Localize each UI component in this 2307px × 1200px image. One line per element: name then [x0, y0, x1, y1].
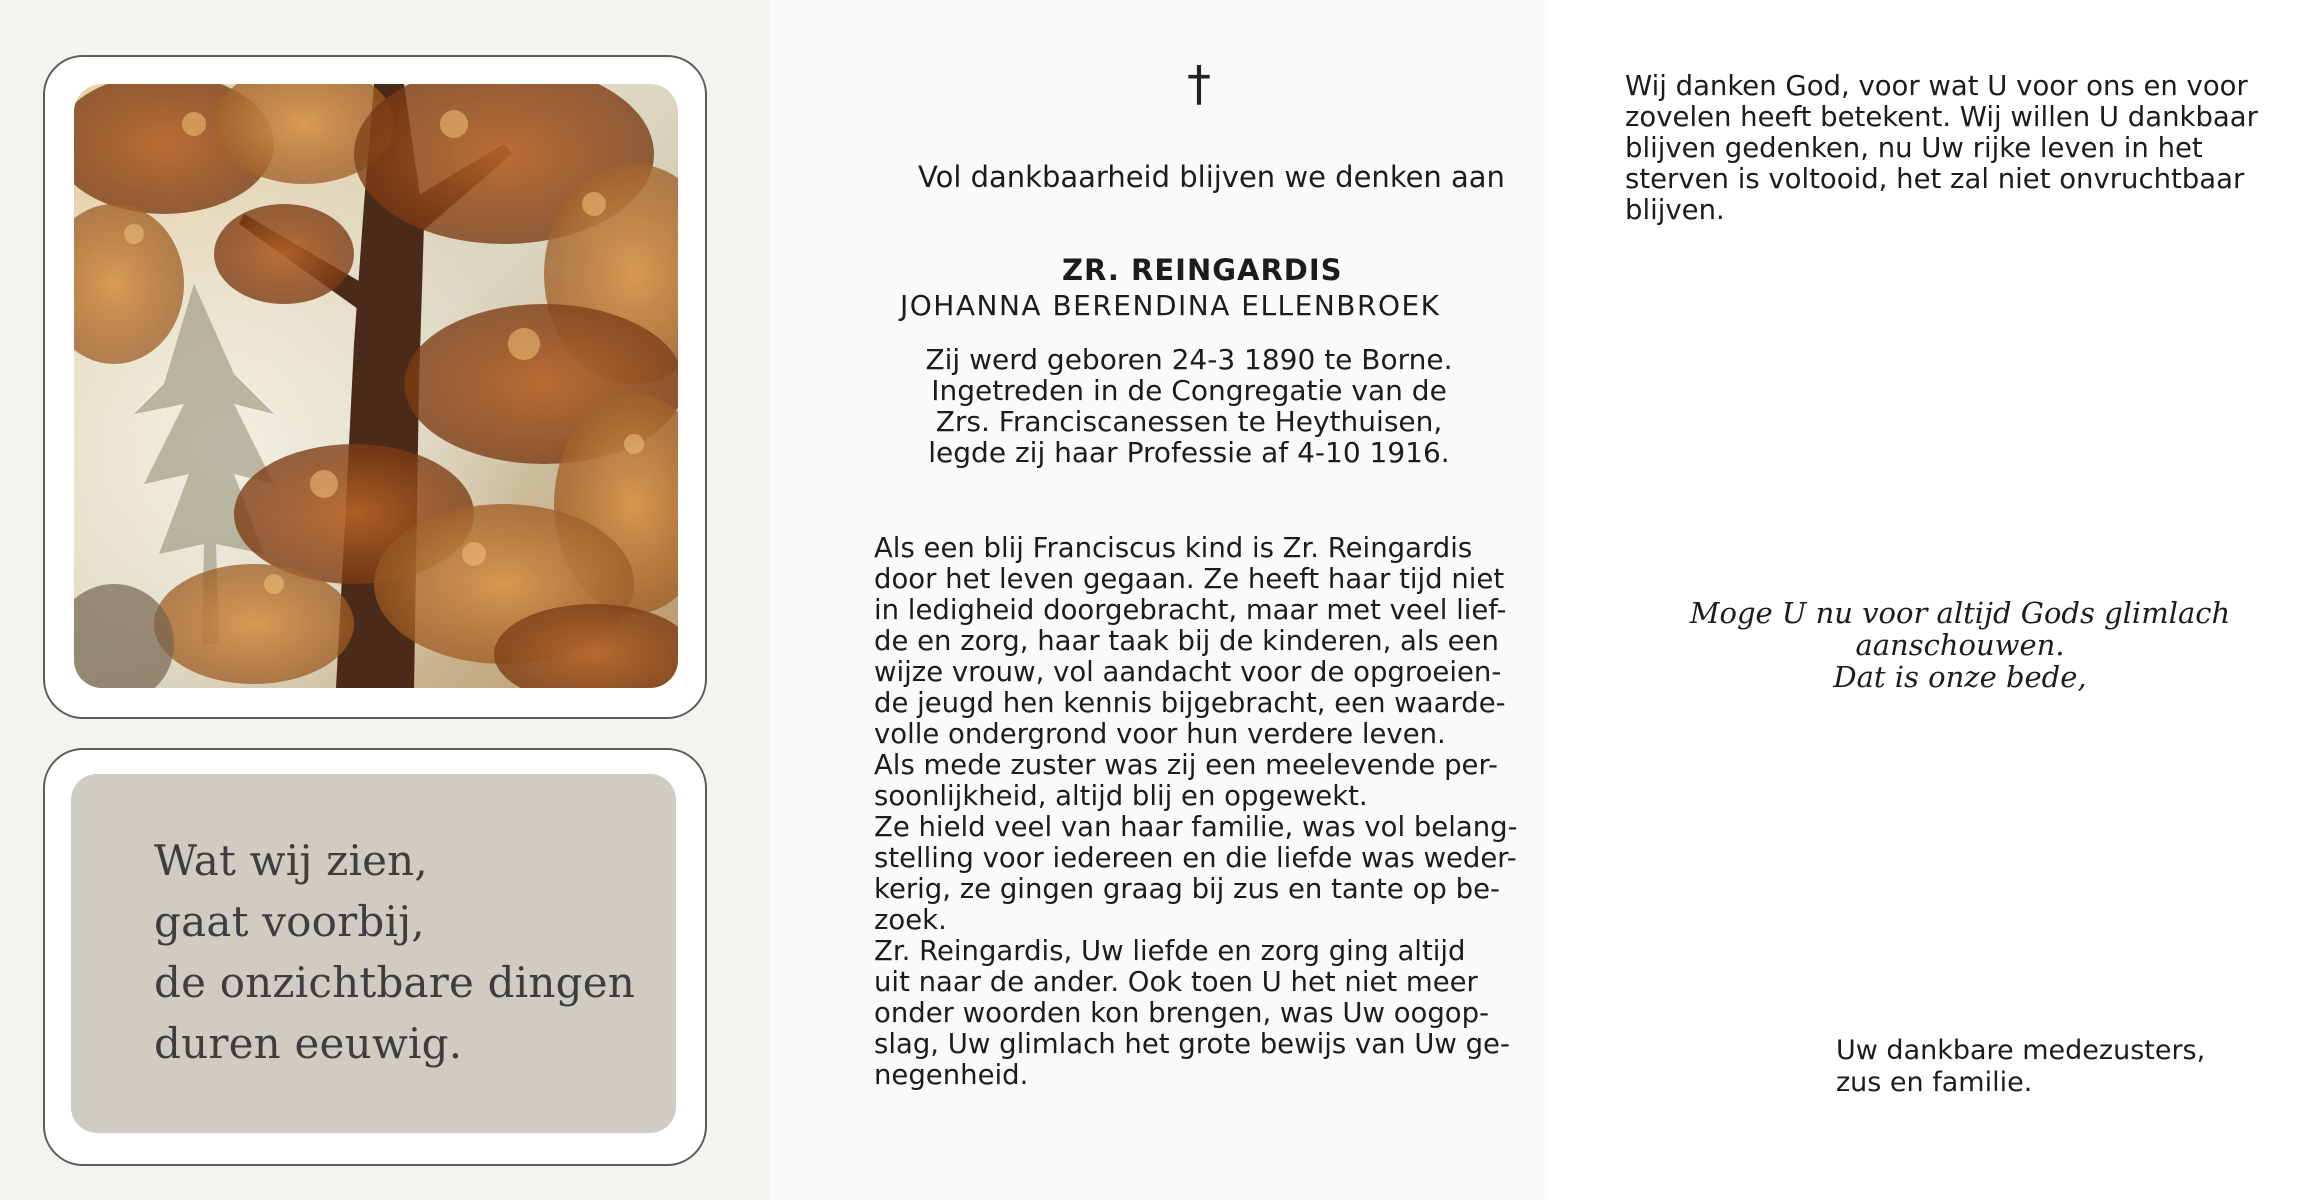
- tribute-line: Ze hield veel van haar familie, was vol belang-: [874, 811, 1518, 843]
- bio-line: Zrs. Franciscanessen te Heythuisen,: [935, 405, 1443, 438]
- thanks-line: blijven.: [1625, 194, 1725, 226]
- tribute-line: de en zorg, haar taak bij de kinderen, als een: [874, 625, 1499, 657]
- tribute-line: in ledigheid doorgebracht, maar met veel lief-: [874, 594, 1507, 626]
- tribute-line: volle ondergrond voor hun verdere leven.: [874, 718, 1446, 750]
- thanks-text: [1625, 71, 2265, 226]
- bible-quote: [154, 830, 674, 1074]
- bio-line: Ingetreden in de Congregatie van de: [931, 374, 1447, 407]
- quote-line: duren eeuwig.: [154, 1019, 463, 1068]
- tribute-line: zoek.: [874, 904, 947, 936]
- signoff: [1836, 1035, 2205, 1099]
- tribute-line: Als een blij Franciscus kind is Zr. Reingardis: [874, 532, 1473, 564]
- intro-line: Vol dankbaarheid blijven we denken aan: [918, 160, 1505, 194]
- signoff-line: Uw dankbare medezusters,: [1836, 1035, 2206, 1066]
- tribute-line: stelling voor iedereen en die liefde was weder-: [874, 842, 1517, 874]
- sister-name: ZR. REINGARDIS: [1062, 253, 1343, 287]
- bio-line: Zij werd geboren 24-3 1890 te Borne.: [925, 343, 1453, 376]
- bio-line: legde zij haar Professie af 4-10 1916.: [928, 436, 1450, 469]
- tribute-line: de jeugd hen kennis bijgebracht, een waarde-: [874, 687, 1506, 719]
- prayer-line: Moge U nu voor altijd Gods glimlach: [1689, 596, 2231, 630]
- tribute-text: [874, 532, 1518, 1091]
- biography: [900, 344, 1478, 468]
- prayer-line: Dat is onze bede,: [1833, 660, 2087, 694]
- full-name: JOHANNA BERENDINA ELLENBROEK: [900, 289, 1441, 322]
- prayer-text: [1680, 597, 2240, 693]
- tribute-line: door het leven gegaan. Ze heeft haar tijd niet: [874, 563, 1505, 595]
- thanks-line: blijven gedenken, nu Uw rijke leven in het: [1625, 132, 2203, 164]
- quote-line: Wat wij zien,: [154, 836, 428, 885]
- prayer-line: aanschouwen.: [1855, 628, 2065, 662]
- tribute-line: negenheid.: [874, 1059, 1029, 1091]
- thanks-line: zovelen heeft betekent. Wij willen U dankbaar: [1625, 101, 2258, 133]
- thanks-line: Wij danken God, voor wat U voor ons en voor: [1625, 70, 2248, 102]
- signoff-line: zus en familie.: [1836, 1067, 2033, 1098]
- tribute-line: slag, Uw glimlach het grote bewijs van Uw ge-: [874, 1028, 1510, 1060]
- tribute-line: kerig, ze gingen graag bij zus en tante op be-: [874, 873, 1500, 905]
- quote-line: gaat voorbij,: [154, 897, 425, 946]
- thanks-line: sterven is voltooid, het zal niet onvruchtbaar: [1625, 163, 2245, 195]
- tribute-line: soonlijkheid, altijd blij en opgewekt.: [874, 780, 1368, 812]
- tribute-line: onder woorden kon brengen, was Uw oogop-: [874, 997, 1490, 1029]
- quote-line: de onzichtbare dingen: [154, 958, 636, 1007]
- tribute-line: Als mede zuster was zij een meelevende per-: [874, 749, 1498, 781]
- tribute-line: Zr. Reingardis, Uw liefde en zorg ging altijd: [874, 935, 1466, 967]
- tribute-line: uit naar de ander. Ook toen U het niet meer: [874, 966, 1478, 998]
- tribute-line: wijze vrouw, vol aandacht voor de opgroeien-: [874, 656, 1502, 688]
- autumn-tree-photo: [74, 84, 678, 688]
- cross-icon: †: [1187, 56, 1211, 112]
